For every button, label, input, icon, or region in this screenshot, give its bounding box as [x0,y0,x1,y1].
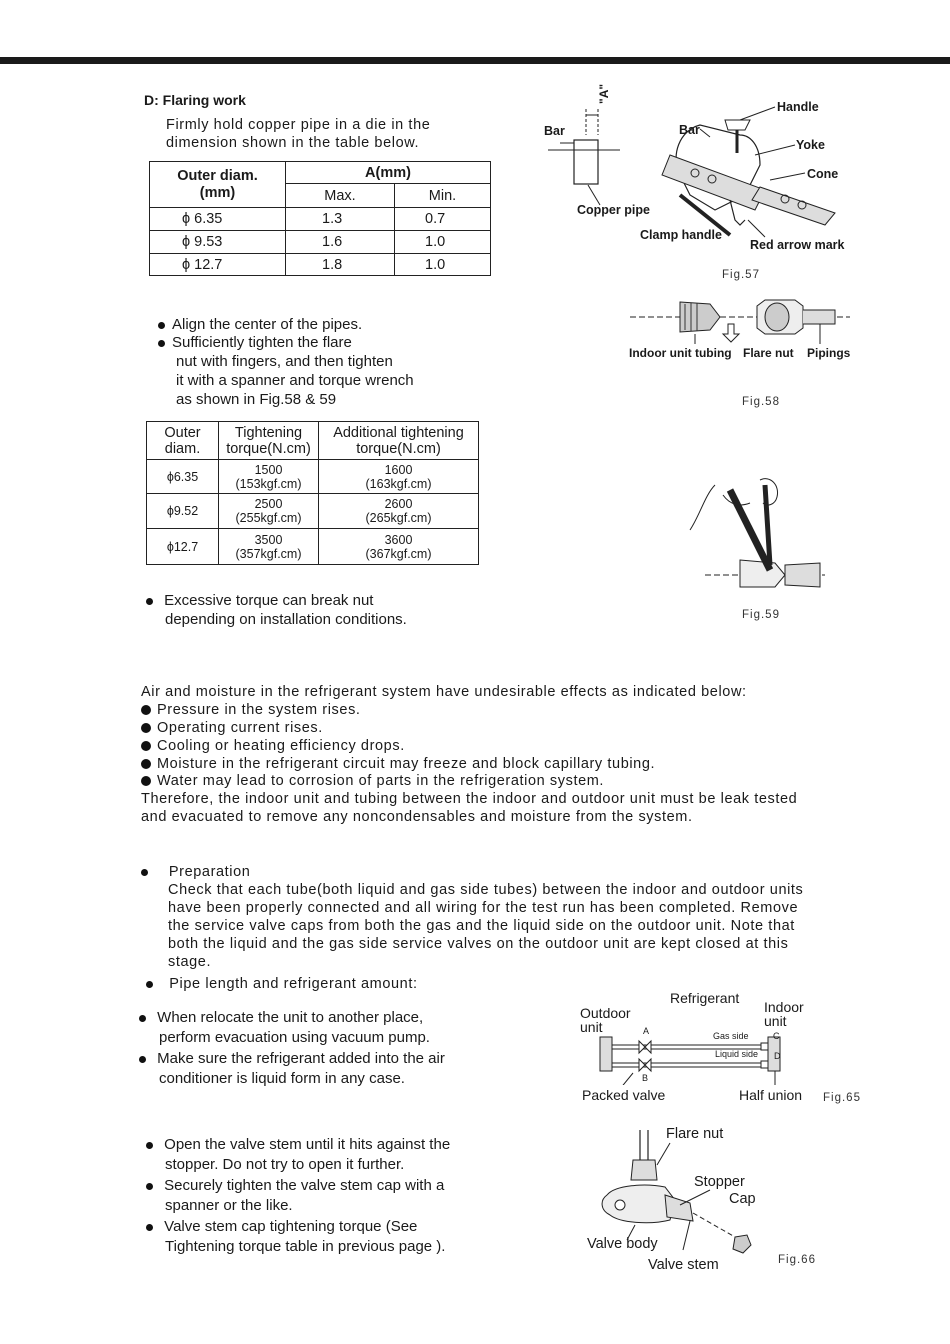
cone-label: Cone [807,167,839,181]
bar-label: Bar [679,123,700,137]
flare-nut-label: Flare nut [743,346,794,360]
bar-label: Bar [544,124,565,138]
indoor-tubing-label: Indoor unit tubing [629,346,732,360]
list-item-cont: nut with fingers, and then tighten [176,353,393,370]
list-item-cont: stopper. Do not try to open it further. [165,1156,405,1173]
cap-label: Cap [729,1191,756,1207]
col-a: A(mm) [286,162,491,184]
dimension-a-label: "A" [597,83,611,104]
list-item: Moisture in the refrigerant circuit may freeze and block capillary tubing. [141,755,655,773]
point-d-label: D [774,1051,781,1061]
list-item-cont: Tightening torque table in previous page ). [165,1238,446,1255]
handle-label: Handle [777,100,819,114]
stopper-label: Stopper [694,1174,745,1190]
half-union-label: Half union [739,1087,803,1103]
list-item-cont: spanner or the like. [165,1197,293,1214]
point-a-label: A [643,1026,650,1036]
figure-caption: Fig.65 [823,1092,861,1104]
list-item: Sufficiently tighten the flare [158,333,352,353]
list-item: Securely tighten the valve stem cap with a [146,1176,444,1196]
paragraph-line: the service valve caps from both the gas and the liquid side on the outdoor unit. Note that [168,918,795,934]
outdoor-unit-label: Outdoor unit [580,1005,631,1035]
table-row: ϕ 12.7 1.8 1.0 [150,254,491,276]
point-b-label: B [642,1073,649,1083]
liquid-side-label: Liquid side [715,1049,759,1059]
figure-caption: Fig.59 [742,609,780,621]
paragraph-line: both the liquid and the gas side service valves on the outdoor unit are kept closed at this [168,936,789,952]
list-item: Excessive torque can break nut [146,591,373,611]
list-item: Align the center of the pipes. [158,315,362,335]
list-item-cont: it with a spanner and torque wrench [176,372,414,389]
flare-nut-illustration [625,292,855,347]
list-item: When relocate the unit to another place, [139,1008,423,1028]
red-arrow-label: Red arrow mark [750,238,845,252]
refrigerant-circuit-diagram [595,1025,825,1085]
flare-nut-label: Flare nut [666,1126,724,1142]
figure-caption: Fig.66 [778,1254,816,1266]
flare-dimension-table [149,161,491,276]
intro-line: Firmly hold copper pipe in a die in the [166,117,431,133]
pipings-label: Pipings [807,346,851,360]
table-row: ϕ12.7 3500 (357kgf.cm) 3600 (367kgf.cm) [147,529,479,565]
spanner-wrench-illustration [685,475,835,595]
paragraph-line: and evacuated to remove any noncondensables and moisture from the system. [141,809,693,825]
list-item: Pipe length and refrigerant amount: [146,975,418,993]
table-row: ϕ 9.53 1.6 1.0 [150,231,491,254]
valve-body-label: Valve body [587,1236,658,1252]
list-item: Make sure the refrigerant added into the air [139,1049,445,1069]
list-item-cont: conditioner is liquid form in any case. [159,1070,405,1087]
section-heading: D: Flaring work [144,92,246,108]
air-intro: Air and moisture in the refrigerant system have undesirable effects as indicated below: [141,684,747,700]
list-item: Open the valve stem until it hits against the [146,1135,450,1155]
yoke-label: Yoke [796,138,825,152]
paragraph-line: have been properly connected and all wiring for the test run has been completed. Remove [168,900,799,916]
paragraph-line: Therefore, the indoor unit and tubing between the indoor and outdoor unit must be leak tested [141,791,798,807]
figure-caption: Fig.58 [742,396,780,408]
figure-caption: Fig.57 [722,269,760,281]
col-min: Min. [395,184,491,208]
paragraph-line: Check that each tube(both liquid and gas side tubes) between the indoor and outdoor units [168,882,804,898]
col-max: Max. [286,184,395,208]
list-item: Preparation [141,863,250,881]
list-item-cont: depending on installation conditions. [165,611,407,628]
list-item: Pressure in the system rises. [141,701,361,719]
table-row: ϕ9.52 2500 (255kgf.cm) 2600 (265kgf.cm) [147,494,479,529]
indoor-unit-label: Indoor unit [764,999,804,1029]
list-item-cont: perform evacuation using vacuum pump. [159,1029,430,1046]
header-rule [0,57,950,64]
intro-line: dimension shown in the table below. [166,135,420,151]
gas-side-label: Gas side [713,1031,749,1041]
copper-pipe-label: Copper pipe [577,203,650,217]
point-c-label: C [773,1031,780,1041]
list-item-cont: as shown in Fig.58 & 59 [176,391,337,408]
packed-valve-label: Packed valve [582,1087,666,1103]
paragraph-line: stage. [168,954,212,970]
torque-table: Outer diam. Tightening torque(N.cm) Additional tightening torque(N.cm) ϕ6.35 1500 (153kgf.cm) 1600 (163kgf.cm) ϕ9.52 2500 (255kgf.cm) 2600 (265kgf.cm) ϕ12.7 3500 (357kgf.cm) 3600 (367kgf.cm) [146,421,479,565]
list-item: Water may lead to corrosion of parts in the refrigeration system. [141,772,604,790]
list-item: Cooling or heating efficiency drops. [141,737,405,755]
table-row: ϕ6.35 1500 (153kgf.cm) 1600 (163kgf.cm) [147,460,479,494]
clamp-handle-label: Clamp handle [640,228,722,242]
refrigerant-label: Refrigerant [670,990,740,1006]
valve-stem-label: Valve stem [648,1257,719,1273]
list-item: Operating current rises. [141,719,323,737]
list-item: Valve stem cap tightening torque (See [146,1217,417,1237]
table-row: ϕ 6.35 1.3 0.7 [150,208,491,231]
col-outer-diam: Outer diam. (mm) [150,162,286,208]
